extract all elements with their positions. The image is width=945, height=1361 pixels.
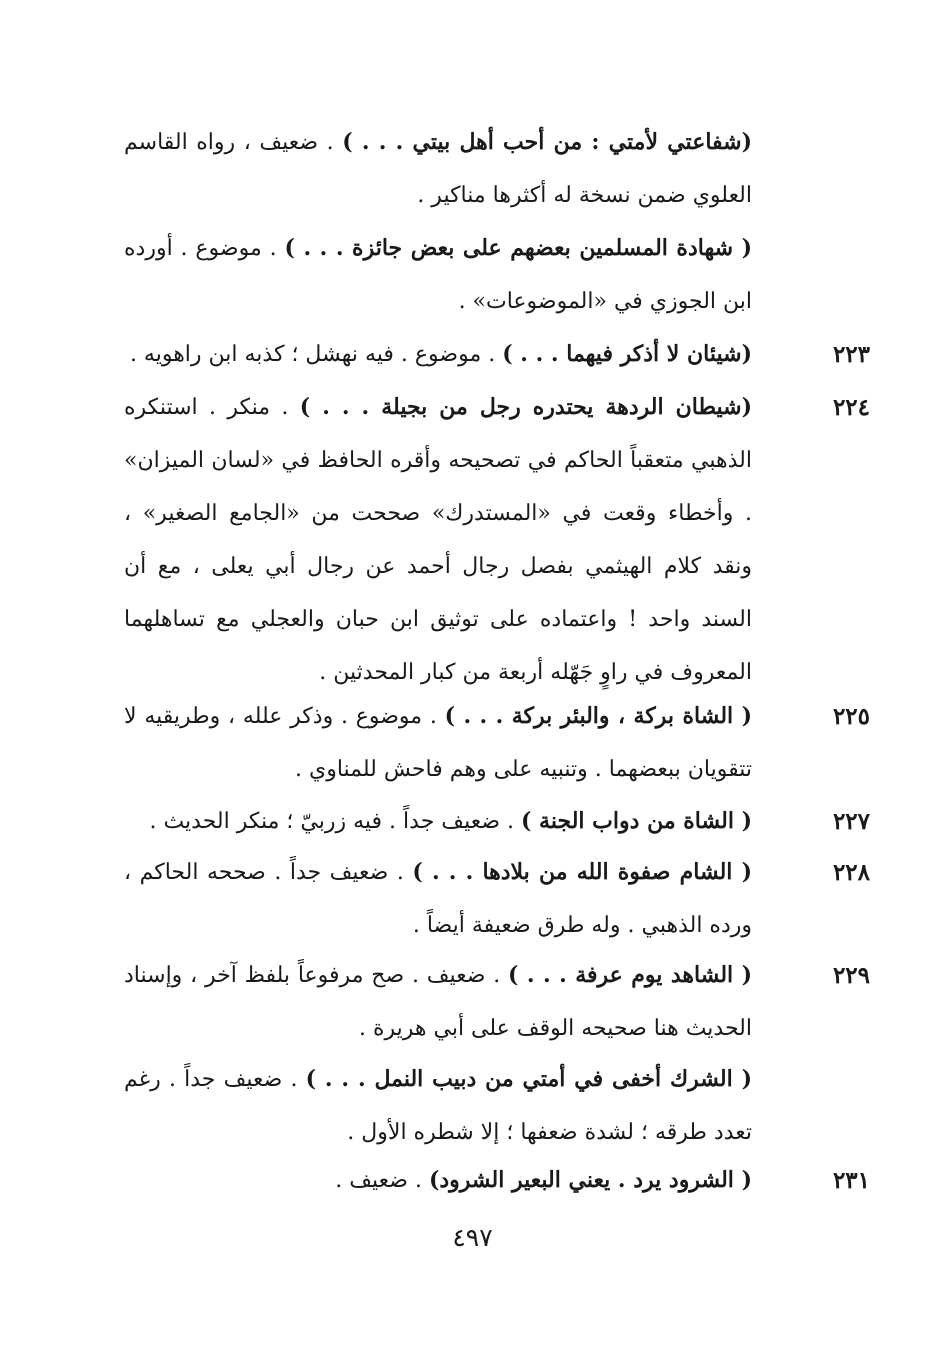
hadith-title: ( الشام صفوة الله من بلادها . . . ) [412, 859, 752, 885]
entry-number: ٢٣١ [832, 1167, 870, 1194]
entry-number: ٢٢٤ [832, 394, 870, 421]
entry-number: ٢٢٣ [832, 341, 870, 368]
hadith-title: ( الشرود يرد . يعني البعير الشرود) [428, 1167, 752, 1193]
entry-number: ٢٢٩ [832, 962, 870, 989]
hadith-title: ( الشاة بركة ، والبئر بركة . . . ) [444, 703, 752, 729]
hadith-title: (شيطان الردهة يحتدره رجل من بجيلة . . . ) [299, 394, 752, 420]
hadith-title: ( الشاة من دواب الجنة ) [520, 808, 752, 834]
entry-text [124, 1053, 752, 1159]
hadith-title: (شيئان لا أذكر فيهما . . . ) [502, 341, 752, 367]
entry-text [124, 222, 752, 328]
entry-text [124, 846, 752, 952]
entry-text [124, 1154, 752, 1207]
entry-comment: . ضعيف جداً . فيه زربيّ ؛ منكر الحديث . [149, 809, 521, 834]
entry-comment: . موضوع . فيه نهشل ؛ كذبه ابن راهويه . [129, 342, 503, 367]
entry-text [124, 381, 752, 699]
entry-comment: . ضعيف جداً . صححه الحاكم ، ورده الذهبي . وله طرق ضعيفة أيضاً . [124, 860, 752, 938]
hadith-title: (شفاعتي لأمتي : من أحب أهل بيتي . . . ) [342, 129, 752, 155]
entry-number: ٢٢٧ [832, 808, 870, 835]
hadith-title: ( الشرك أخفى في أمتي من دبيب النمل . . . ) [305, 1066, 752, 1092]
entry-text [124, 116, 752, 222]
entry-number: ٢٢٨ [832, 859, 870, 886]
entry-number: ٢٢٥ [832, 703, 870, 730]
entry-comment: . ضعيف ، رواه القاسم العلوي ضمن نسخة له أكثرها مناكير . [124, 130, 752, 208]
entry-comment: . ضعيف جداً . رغم تعدد طرقه ؛ لشدة ضعفها ؛ إلا شطره الأول . [124, 1067, 752, 1145]
entry-comment: . موضوع . أورده ابن الجوزي في «الموضوعات» . [124, 236, 752, 314]
entry-text [124, 949, 752, 1055]
page-number: ٤٩٧ [452, 1223, 493, 1252]
entry-text [124, 328, 752, 381]
entry-text [124, 795, 752, 848]
entry-comment: . ضعيف . [335, 1168, 429, 1193]
entry-text [124, 690, 752, 796]
entry-comment: . منكر . استنكره الذهبي متعقباً الحاكم في تصحيحه وأقره الحافظ في «لسان الميزان» . وأخطاء وقعت في «المستدرك» صححت من «الجامع الصغير» ، ونقد كلام الهيثمي بفصل رجال أحمد عن رجال أبي يعلى ، مع أن السند واحد ! واعتماده على توثيق ابن حبان والعجلي مع تساهلهما المعروف في راوٍ جَهّله أربعة من كبار المحدثين . [124, 395, 752, 685]
hadith-title: ( شهادة المسلمين بعضهم على بعض جائزة . . . ) [284, 235, 752, 261]
entry-comment: . ضعيف . صح مرفوعاً بلفظ آخر ، وإسناد الحديث هنا صحيحه الوقف على أبي هريرة . [124, 963, 752, 1041]
hadith-title: ( الشاهد يوم عرفة . . . ) [508, 962, 752, 988]
entry-comment: . موضوع . وذكر علله ، وطريقيه لا تتقويان ببعضهما . وتنبيه على وهم فاحش للمناوي . [124, 704, 752, 782]
